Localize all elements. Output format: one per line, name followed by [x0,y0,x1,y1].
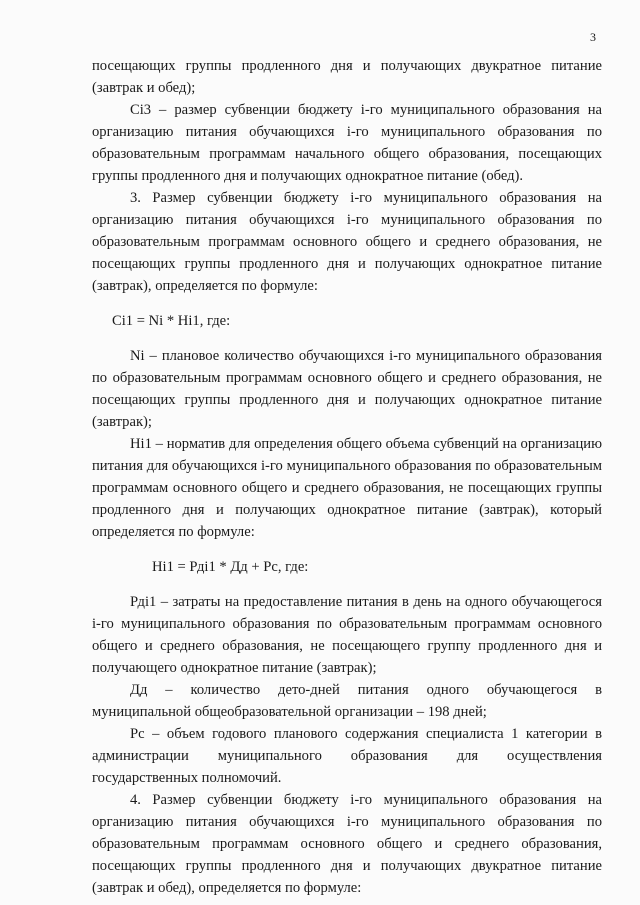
paragraph-dd-definition: Дд – количество дето-дней питания одного обучающегося в муниципальной общеобразовательной организации – 198 дней; [92,682,602,720]
formula-hi1: Нi1 = Рдi1 * Дд + Рс, где: [152,559,309,575]
paragraph-ci3-definition: Сi3 – размер субвенции бюджету i-го муниципального образования на организацию питания обучающихся i-го муниципального образования по образовательным программам начального общего образования, посещающих группы продленного дня и получающих однократное питание (обед). [92,102,602,184]
paragraph-hi1-definition: Нi1 – норматив для определения общего объема субвенций на организацию питания для обучающихся i-го муниципального образования по образовательным программам основного общего и среднего образования, не посещающих группы продленного дня и получающих однократное питание (завтрак), который определяется по формуле: [92,436,602,540]
paragraph-ni-definition: Ni – плановое количество обучающихся i-го муниципального образования по образовательным программам основного общего и среднего образования, не посещающих группы продленного дня и получающих однократное питание (завтрак); [92,348,602,430]
document-body [92,55,602,899]
paragraph-section-4: 4. Размер субвенции бюджету i-го муниципального образования на организацию питания обучающихся i-го муниципального образования по образовательным программам основного общего и среднего образования, посещающих группы продленного дня и получающих двукратное питание (завтрак и обед), определяется по формуле: [92,792,602,896]
page-number: 3 [590,30,596,44]
paragraph-rc-definition: Рс – объем годового планового содержания специалиста 1 категории в администрации муниципального образования для осуществления государственных полномочий. [92,726,602,786]
paragraph-rdi1-definition: Рдi1 – затраты на предоставление питания в день на одного обучающегося i-го муниципального образования по образовательным программам основного общего и среднего образования, не посещающего группу продленного дня и получающего однократное питание (завтрак); [92,594,602,676]
paragraph-section-3: 3. Размер субвенции бюджету i-го муниципального образования на организацию питания обучающихся i-го муниципального образования по образовательным программам основного общего и среднего образования, не посещающих группы продленного дня и получающих однократное питание (завтрак), определяется по формуле: [92,190,602,294]
formula-ci1: Сi1 = Ni * Нi1, где: [112,313,231,329]
paragraph-continuation: посещающих группы продленного дня и получающих двукратное питание (завтрак и обед); [92,58,602,96]
